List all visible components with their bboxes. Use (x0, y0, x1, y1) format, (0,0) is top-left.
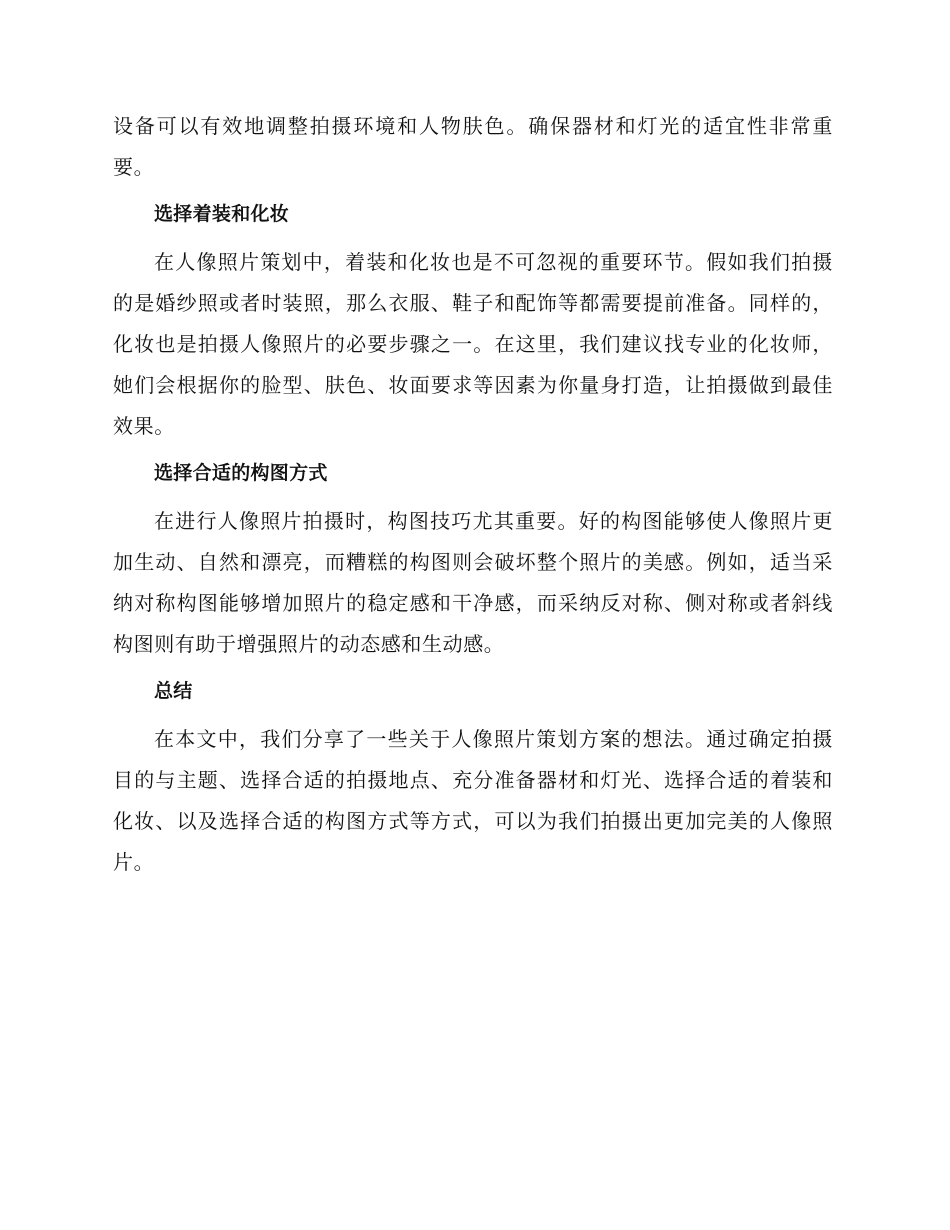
continued-paragraph: 设备可以有效地调整拍摄环境和人物肤色。确保器材和灯光的适宜性非常重要。 (113, 114, 833, 179)
section-heading-attire-makeup: 选择着装和化妆 (154, 203, 290, 225)
document-body (113, 106, 833, 883)
section-body-summary: 在本文中，我们分享了一些关于人像照片策划方案的想法。通过确定拍摄目的与主题、选择合适的拍摄地点、充分准备器材和灯光、选择合适的着装和化妆、以及选择合适的构图方式等方式，可以为我们拍摄出更加完美的人像照片。 (113, 727, 833, 874)
section-body-composition: 在进行人像照片拍摄时，构图技巧尤其重要。好的构图能够使人像照片更加生动、自然和漂亮，而糟糕的构图则会破坏整个照片的美感。例如，适当采纳对称构图能够增加照片的稳定感和干净感，而采纳反对称、侧对称或者斜线构图则有助于增强照片的动态感和生动感。 (113, 509, 833, 656)
section-heading-summary: 总结 (154, 680, 193, 702)
section-body-attire-makeup: 在人像照片策划中，着装和化妆也是不可忽视的重要环节。假如我们拍摄的是婚纱照或者时装照，那么衣服、鞋子和配饰等都需要提前准备。同样的，化妆也是拍摄人像照片的必要步骤之一。在这里，我们建议找专业的化妆师，她们会根据你的脸型、肤色、妆面要求等因素为你量身打造，让拍摄做到最佳效果。 (113, 250, 833, 438)
section-heading-composition: 选择合适的构图方式 (154, 462, 328, 484)
